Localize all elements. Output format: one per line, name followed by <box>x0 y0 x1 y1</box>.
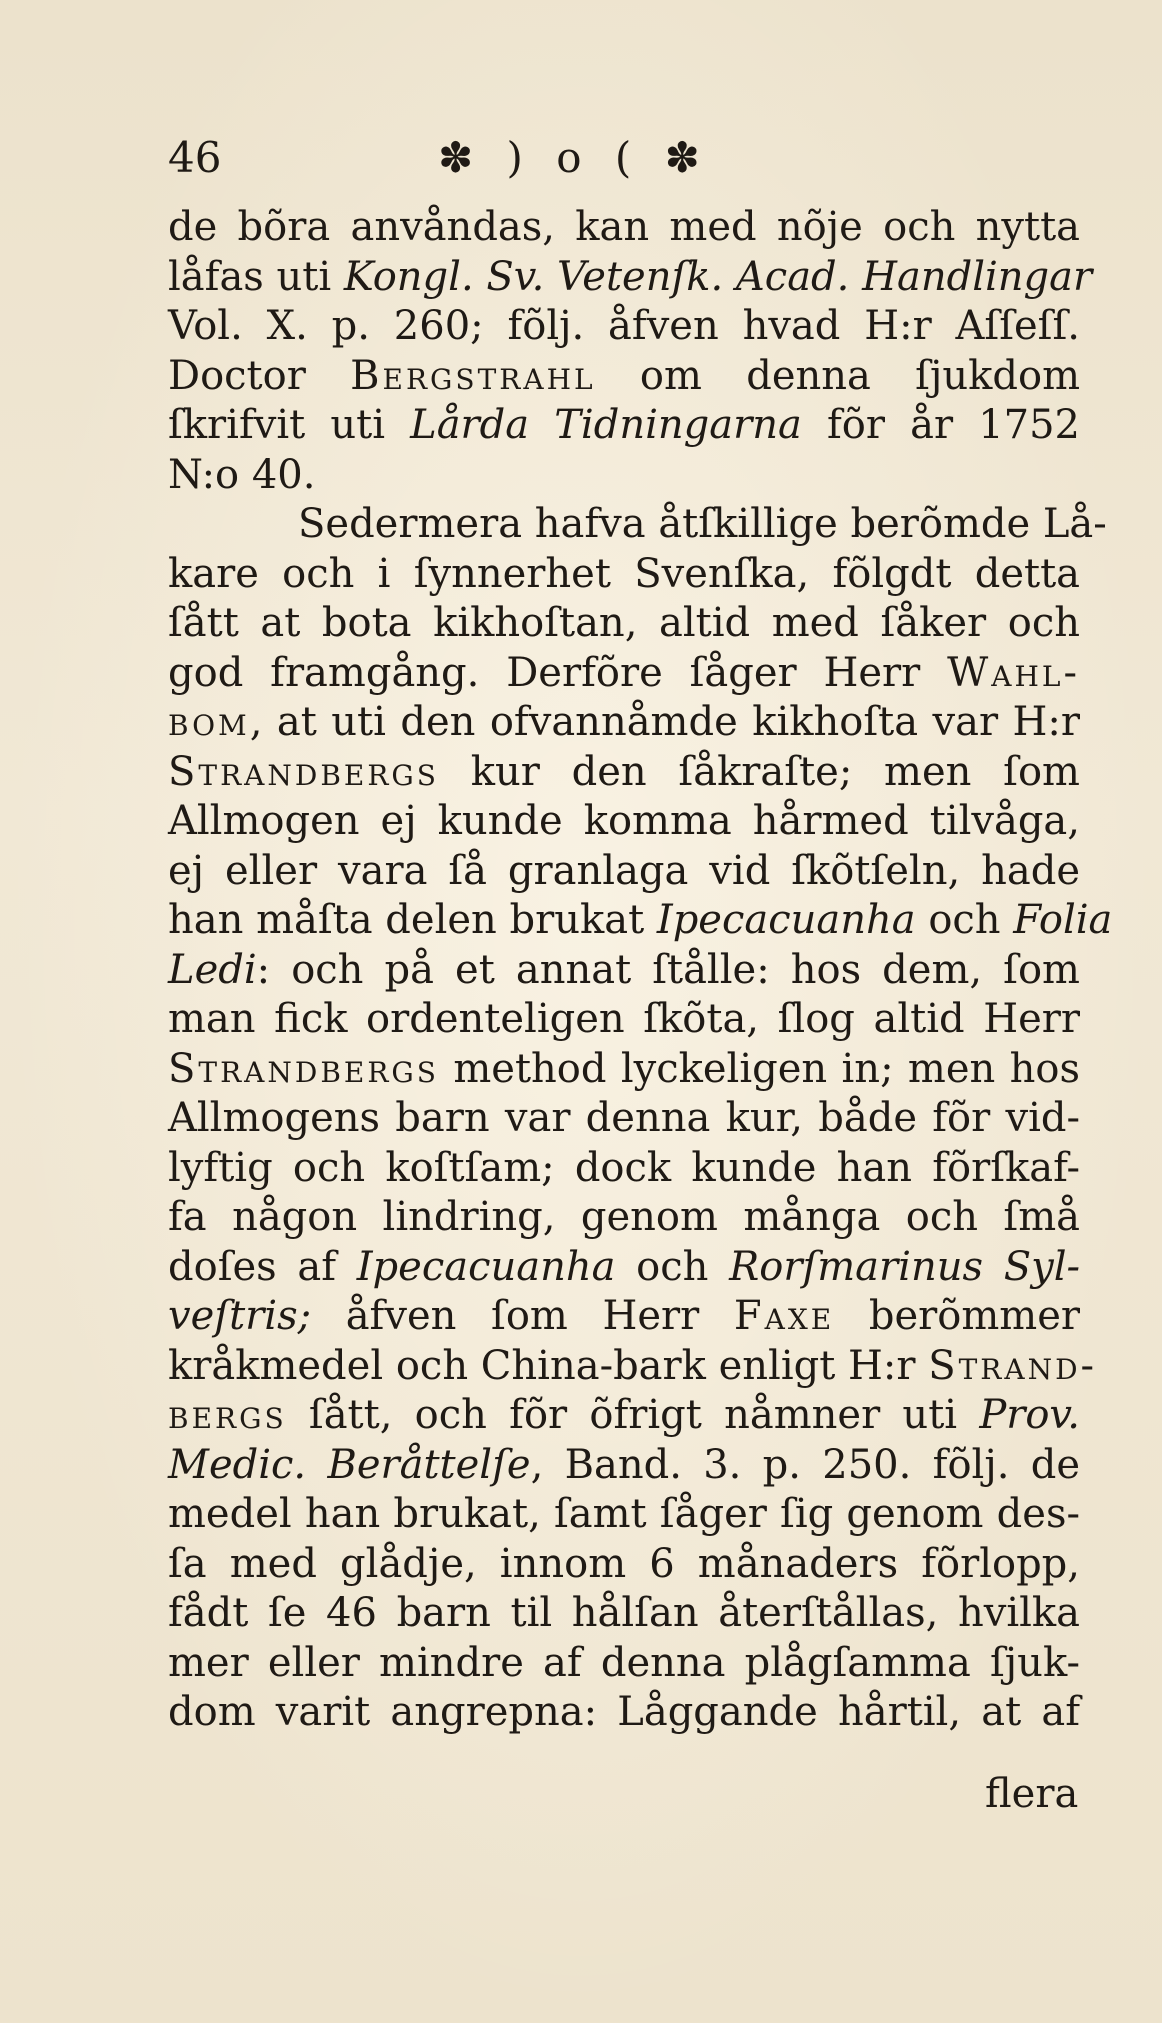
text-segment: ſått, och fõr õfrigt nåmner uti <box>286 1392 980 1438</box>
italic-text: Ipecacuanha <box>356 1243 616 1290</box>
text-segment: medel han brukat, ſamt ſåger ſig genom des- <box>168 1491 1080 1537</box>
small-caps-name: Strandbergs <box>168 748 439 795</box>
text-segment: ſa med glådje, innom 6 månaders fõrlopp, <box>168 1540 1080 1587</box>
text-segment: och <box>915 897 1014 943</box>
text-segment: N:o 40. <box>168 451 316 498</box>
text-line <box>168 1342 1098 1392</box>
text-segment: , Band. 3. p. 250. fõlj. de <box>530 1441 1081 1488</box>
text-segment: de bõra anvåndas, kan med nõje och nytta <box>168 204 1080 250</box>
italic-text: Lårda Tidningarna <box>410 402 802 448</box>
text-line <box>168 352 1080 402</box>
text-segment: method lyckeligen in; men hos <box>438 1045 1080 1092</box>
text-segment: lyftig och koſtſam; dock kunde han fõrſkaf- <box>168 1144 1080 1191</box>
text-line <box>168 748 1080 798</box>
text-line <box>168 1540 1080 1590</box>
italic-text: veſtris; <box>168 1293 312 1339</box>
text-line <box>168 1391 1080 1441</box>
text-line <box>168 698 1080 748</box>
text-line <box>168 1094 1080 1144</box>
italic-text: Kongl. Sv. Vetenſk. Acad. Handlingar <box>343 253 1093 300</box>
text-line <box>168 203 1080 253</box>
text-line <box>168 1589 1080 1639</box>
text-segment: dom varit angrepna: Låggande hårtil, at af <box>168 1689 1080 1735</box>
text-line <box>168 451 1080 501</box>
small-caps-name: Wahl- <box>947 649 1080 696</box>
text-line <box>168 550 1080 600</box>
text-segment: kare och i ſynnerhet Svenſka, fõlgdt detta <box>168 550 1080 597</box>
text-segment: ej eller vara ſå granlaga vid ſkõtſeln, hade <box>168 847 1080 894</box>
italic-text: Rorſmarinus Syl- <box>729 1243 1080 1290</box>
small-caps-name: bom <box>168 699 250 745</box>
text-line <box>168 401 1080 451</box>
text-segment: fa någon lindring, genom många och ſmå <box>168 1194 1080 1240</box>
text-segment: mer eller mindre af denna plågſamma ſjuk- <box>168 1639 1080 1686</box>
text-line <box>168 1639 1080 1689</box>
text-segment: ſkrifvit uti <box>168 402 411 448</box>
text-line <box>168 1193 1080 1243</box>
text-segment: Allmogens barn var denna kur, både fõr vid- <box>168 1095 1080 1141</box>
text-segment: åfven ſom Herr <box>311 1293 734 1339</box>
small-caps-name: Strand- <box>928 1342 1098 1389</box>
text-line <box>168 253 1093 303</box>
text-segment: låfas uti <box>168 253 344 300</box>
text-line <box>168 599 1080 649</box>
text-segment: doſes af <box>168 1243 357 1290</box>
text-line <box>168 797 1080 847</box>
text-segment: ſått at bota kikhoſtan, altid med ſåker och <box>168 600 1080 646</box>
italic-text: Folia <box>1013 897 1113 943</box>
small-caps-name: Faxe <box>733 1293 835 1339</box>
text-line <box>168 946 1080 996</box>
text-segment: berõmmer <box>834 1293 1080 1339</box>
text-line <box>168 1688 1080 1738</box>
text-segment: Vol. X. p. 260; fõlj. åfven hvad H:r Aſſeſſ. <box>168 303 1080 349</box>
text-line <box>168 847 1080 897</box>
text-line <box>168 995 1080 1045</box>
text-segment: fõr år 1752 <box>801 402 1080 448</box>
catchword: flera <box>985 1771 1079 1817</box>
text-segment: Allmogen ej kunde komma hårmed tilvåga, <box>168 798 1080 844</box>
text-line <box>168 500 1107 550</box>
text-segment: han måſta delen brukat <box>168 897 657 943</box>
text-line <box>168 302 1080 352</box>
small-caps-name: bergs <box>168 1392 287 1438</box>
text-line <box>168 1490 1080 1540</box>
text-segment: man fick ordenteligen ſkõta, ſlog altid Herr <box>168 996 1080 1042</box>
text-segment: om denna ſjukdom <box>595 352 1080 399</box>
text-line <box>168 1292 1080 1342</box>
text-segment: kur den ſåkraſte; men ſom <box>438 748 1080 795</box>
italic-text: Ledi <box>168 946 257 993</box>
small-caps-name: Strandbergs <box>168 1045 439 1092</box>
text-segment: Sedermera hafva åtſkillige berõmde Lå- <box>298 501 1107 547</box>
text-line <box>168 1045 1080 1095</box>
page-number: 46 <box>168 133 222 182</box>
text-segment: Doctor <box>168 352 351 399</box>
header-ornament: ✽ ) o ( ✽ <box>438 133 710 182</box>
small-caps-name: Bergstrahl <box>350 352 596 399</box>
text-line <box>168 649 1080 699</box>
running-header <box>168 128 868 188</box>
text-segment: , at uti den ofvannåmde kikhoſta var H:r <box>249 699 1080 745</box>
body-text <box>168 203 1113 1738</box>
text-line <box>168 1441 1080 1491</box>
text-segment: fådt ſe 46 barn til hålſan återſtållas, hvilka <box>168 1590 1080 1636</box>
italic-text: Medic. Beråttelſe <box>168 1441 531 1488</box>
text-segment: och <box>615 1243 730 1290</box>
text-line <box>168 896 1113 946</box>
italic-text: Prov. <box>979 1392 1080 1438</box>
text-segment: kråkmedel och China-bark enligt H:r <box>168 1342 929 1389</box>
text-line <box>168 1144 1080 1194</box>
text-segment: god framgång. Derfõre ſåger Herr <box>168 649 948 696</box>
italic-text: Ipecacuanha <box>656 897 916 943</box>
text-line <box>168 1243 1080 1293</box>
text-segment: : och på et annat ſtålle: hos dem, ſom <box>256 946 1080 993</box>
